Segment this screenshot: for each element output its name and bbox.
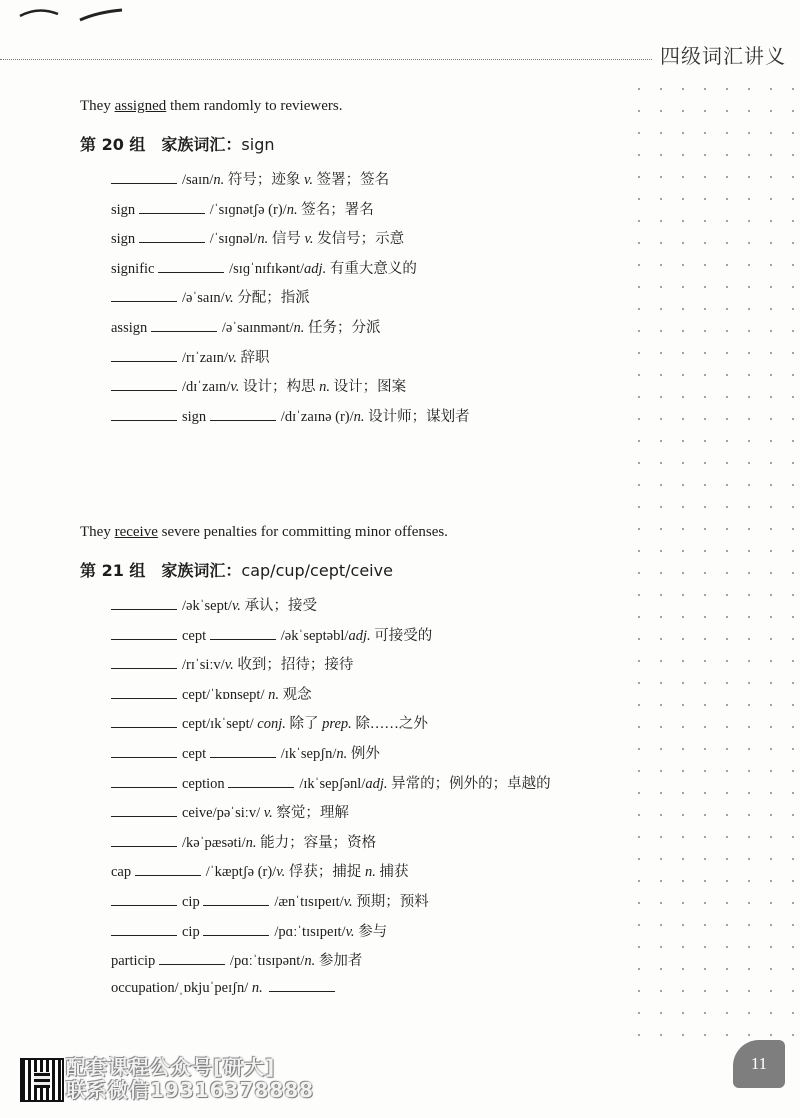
part-of-speech: n. — [293, 320, 305, 336]
word-entry — [111, 257, 417, 278]
part-of-speech: conj. — [257, 716, 286, 733]
definition: 捕获 — [375, 864, 409, 881]
fill-in-blank — [111, 289, 177, 302]
fill-in-blank — [135, 863, 201, 876]
group-20-title: 第 20 组 家族词汇：sign — [80, 135, 275, 154]
part-of-speech: n. — [213, 172, 225, 188]
word-entry — [111, 405, 470, 426]
part-of-speech: v. — [345, 923, 355, 940]
word-fragment: cept — [182, 627, 210, 644]
definition: 符号；迹象 — [224, 172, 305, 188]
definition: 发信号；示意 — [313, 231, 405, 248]
definition: 除了 — [285, 716, 323, 733]
fill-in-blank — [158, 260, 224, 273]
phonetic: /ˈsɪɡnətʃə (r)/ — [209, 201, 287, 218]
definition: 参加者 — [315, 953, 363, 970]
fill-in-blank — [139, 201, 205, 214]
word-entry — [111, 801, 349, 822]
word-entry — [111, 168, 389, 189]
word-entry — [111, 227, 404, 248]
part-of-speech: v. — [231, 598, 241, 614]
fill-in-blank — [111, 686, 177, 699]
phonetic: /pɑːˈtɪsɪpeɪt/ — [274, 923, 346, 940]
word-stem: occupation/ˌɒkjuˈpeɪʃn/ — [111, 979, 252, 996]
word-entry — [111, 375, 406, 396]
group-21-title: 第 21 组 家族词汇：cap/cup/cept/ceive — [80, 561, 393, 580]
part-of-speech: v. — [230, 379, 240, 396]
fill-in-blank — [111, 171, 177, 184]
fill-in-blank — [111, 775, 177, 788]
example-sentence-21: They receive severe penalties for committing minor offenses. — [80, 524, 448, 540]
word-entry — [111, 594, 317, 615]
word-entry — [111, 653, 353, 674]
fill-in-blank — [111, 408, 177, 421]
part-of-speech: n. — [286, 201, 298, 218]
part-of-speech: n. — [245, 834, 257, 851]
fill-in-blank — [210, 408, 276, 421]
phonetic: /ˈsɪɡnəl/ — [209, 231, 258, 248]
definition: 可接受的 — [370, 627, 433, 644]
word-entry — [111, 831, 376, 852]
definition: 签署；签名 — [313, 172, 390, 188]
word-fragment: cept — [182, 746, 210, 762]
fill-in-blank — [210, 745, 276, 758]
fill-in-blank — [111, 804, 177, 817]
fill-in-blank — [210, 627, 276, 640]
phonetic: /ænˈtɪsɪpeɪt/ — [274, 894, 344, 910]
corner-scribble-mark — [18, 2, 128, 28]
fill-in-blank — [139, 230, 205, 243]
word-fragment: cip — [182, 923, 204, 940]
fill-in-blank — [203, 893, 269, 906]
definition: 有重大意义的 — [326, 260, 417, 277]
phonetic: /ɪkˈsepʃn/ — [280, 746, 337, 762]
definition: 例外 — [347, 746, 380, 762]
word-entry — [111, 683, 312, 704]
definition: 察觉；理解 — [272, 805, 349, 822]
phonetic: /dɪˈzaɪn/ — [182, 379, 231, 396]
fill-in-blank — [111, 715, 177, 728]
qr-code-icon — [20, 1058, 64, 1102]
dot-grid-notes-area — [628, 78, 800, 1038]
part-of-speech: v. — [263, 805, 273, 822]
part-of-speech: n. — [304, 953, 316, 970]
definition: 辞职 — [236, 349, 270, 366]
part-of-speech: n. — [336, 746, 348, 762]
phonetic: /ˈkæptʃə (r)/ — [205, 864, 277, 881]
word-entry — [111, 920, 387, 941]
fill-in-blank — [151, 319, 217, 332]
word-stem: cap — [111, 864, 135, 881]
definition: 分配；指派 — [233, 290, 310, 307]
definition: 能力；容量；资格 — [256, 834, 377, 851]
definition: 除……之外 — [351, 716, 428, 733]
word-entry — [111, 860, 408, 881]
phonetic: /rɪˈzaɪn/ — [182, 349, 228, 366]
word-entry — [111, 198, 374, 219]
fill-in-blank — [111, 656, 177, 669]
part-of-speech: n. — [319, 379, 330, 396]
example-sentence-20: They assigned them randomly to reviewers. — [80, 98, 343, 114]
word-entry — [111, 890, 429, 911]
definition: 设计；构思 — [239, 379, 320, 396]
phonetic: /saɪn/ — [182, 172, 214, 188]
word-entry — [111, 742, 380, 763]
definition: 俘获；捕捉 — [285, 864, 365, 881]
definition: 设计师；谋划者 — [364, 408, 470, 425]
part-of-speech: v. — [227, 349, 237, 366]
part-of-speech: n. — [268, 686, 279, 703]
phonetic: /əˈsaɪnmənt/ — [221, 320, 294, 336]
word-entry — [111, 949, 362, 970]
definition: 参与 — [354, 923, 388, 940]
part-of-speech: v. — [343, 894, 353, 910]
definition: 预期；预料 — [352, 894, 429, 910]
word-fragment: ceive/pəˈsiːv/ — [182, 805, 264, 822]
definition: 设计；图案 — [329, 379, 407, 396]
part-of-speech: n. — [257, 231, 269, 248]
phonetic: /pɑːˈtɪsɪpənt/ — [229, 953, 305, 970]
word-entry — [111, 979, 340, 997]
word-entry — [111, 316, 381, 337]
word-entry — [111, 772, 551, 793]
phonetic: /rɪˈsiːv/ — [182, 657, 225, 674]
word-stem: sign — [111, 201, 139, 218]
part-of-speech: adj. — [304, 260, 327, 277]
fill-in-blank — [228, 775, 294, 788]
word-entry — [111, 624, 432, 645]
word-stem: signific — [111, 260, 159, 277]
definition: 承认；接受 — [240, 598, 318, 614]
header-dotted-rule — [0, 59, 652, 60]
word-entry — [111, 286, 310, 307]
fill-in-blank — [111, 893, 177, 906]
word-fragment: cept/ˈkɒnsept/ — [182, 686, 269, 703]
fill-in-blank — [111, 627, 177, 640]
word-fragment: sign — [182, 408, 210, 425]
word-fragment: cept/ɪkˈsept/ — [182, 716, 258, 733]
keyword-receive: receive — [114, 524, 158, 540]
page-number-badge: 11 — [733, 1040, 785, 1088]
definition: 异常的；例外的；卓越的 — [387, 775, 551, 792]
phonetic: /dɪˈzaɪnə (r)/ — [280, 408, 354, 425]
part-of-speech: n. — [353, 408, 365, 425]
fill-in-blank — [159, 952, 225, 965]
definition: 信号 — [268, 231, 305, 248]
fill-in-blank — [111, 378, 177, 391]
word-stem: sign — [111, 231, 139, 248]
phonetic: /əˈsaɪn/ — [182, 290, 225, 307]
part-of-speech: n. — [364, 864, 376, 881]
keyword-assigned: assigned — [114, 98, 167, 114]
part-of-speech: v. — [224, 290, 234, 307]
fill-in-blank — [203, 923, 269, 936]
fill-in-blank — [111, 745, 177, 758]
part-of-speech: prep. — [322, 716, 352, 733]
fill-in-blank — [111, 349, 177, 362]
part-of-speech: adj. — [348, 627, 371, 644]
word-fragment: ception — [182, 775, 229, 792]
phonetic: /əkˈsept/ — [182, 598, 232, 614]
word-fragment: cip — [182, 894, 204, 910]
page-header-title: 四级词汇讲义 — [660, 44, 786, 68]
phonetic: /kəˈpæsəti/ — [182, 834, 246, 851]
fill-in-blank — [111, 834, 177, 847]
part-of-speech: adj. — [365, 775, 388, 792]
word-entry — [111, 346, 270, 367]
part-of-speech: v. — [224, 657, 234, 674]
promo-watermark: 配套课程公众号[研大] 联系微信19316378888 — [66, 1055, 315, 1102]
part-of-speech: v. — [276, 864, 286, 881]
fill-in-blank — [269, 979, 335, 992]
word-stem: particip — [111, 953, 159, 970]
definition: 收到；招待；接待 — [233, 657, 354, 674]
word-stem: assign — [111, 320, 151, 336]
definition: 签名；署名 — [297, 201, 374, 218]
fill-in-blank — [111, 597, 177, 610]
definition: 任务；分派 — [304, 320, 381, 336]
definition: 观念 — [278, 686, 312, 703]
part-of-speech: v. — [304, 231, 314, 248]
fill-in-blank — [111, 923, 177, 936]
word-entry — [111, 712, 428, 733]
part-of-speech: n. — [251, 979, 263, 996]
part-of-speech: v. — [304, 172, 314, 188]
phonetic: /ɪkˈsepʃənl/ — [299, 775, 366, 792]
phonetic: /əkˈseptəbl/ — [280, 627, 349, 644]
phonetic: /sɪɡˈnɪfɪkənt/ — [229, 260, 305, 277]
